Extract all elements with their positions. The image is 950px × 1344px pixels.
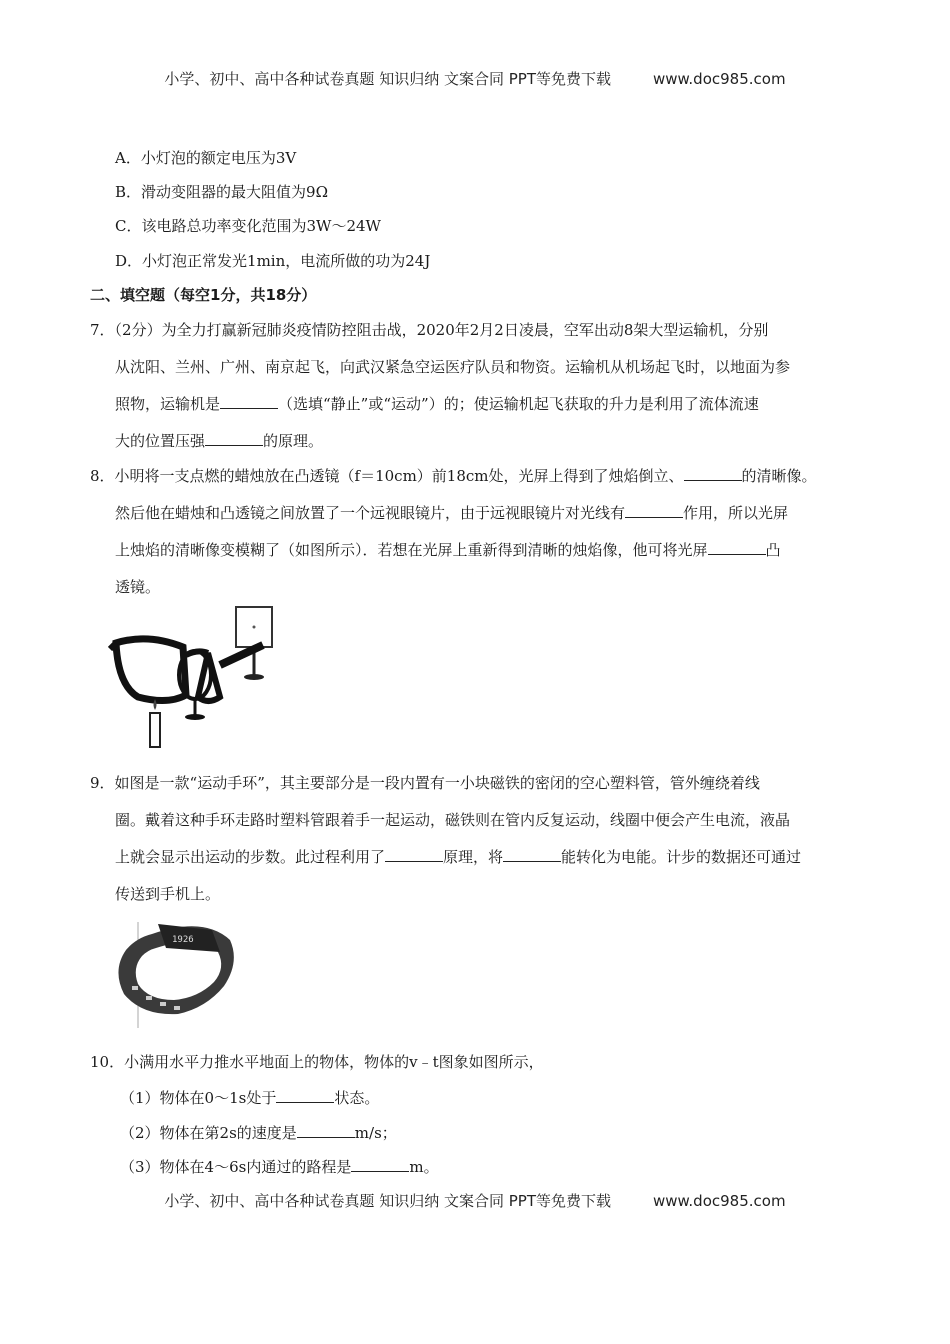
q8-blank-3 [708,540,766,555]
q8-line-2-b: 作用，所以光屏 [683,504,789,522]
q9-line-2: 圈。戴着这种手环走路时塑料管跟着手一起运动，磁铁则在管内反复运动，线圈中便会产生电流，液晶 [115,811,791,829]
q10-part-2-b: m/s； [354,1124,397,1142]
glasses-candle-figure [108,605,288,750]
q7-line-3-b: （选填“静止”或“运动”）的；使运输机起飞获取的升力是利用了流体流速 [278,395,759,413]
q10-blank-1 [276,1088,334,1103]
q8-line-2 [115,503,788,523]
q9-line-3-b: 原理，将 [443,848,504,866]
q7-line-4-b: 的原理。 [263,432,324,450]
q10-part-3-b: m。 [409,1158,439,1176]
glasses-icon [116,639,186,701]
q10-part-3-a: （3）物体在4～6s内通过的路程是 [120,1158,352,1176]
page-footer [0,1190,950,1211]
q9-line-4: 传送到手机上。 [115,885,221,903]
q7-blank-1 [220,394,278,409]
candle-icon [150,713,160,747]
q10-part-2-a: （2）物体在第2s的速度是 [120,1124,297,1142]
q8-line-1 [90,466,817,486]
q7-line-4-a: 大的位置压强 [115,432,206,450]
q9-blank-1 [385,847,443,862]
q7-blank-2 [205,431,263,446]
q10-part-2 [120,1123,397,1143]
page-header [0,68,950,89]
q7-line-3 [115,394,759,414]
q7-line-3-a: 照物，运输机是 [115,395,221,413]
q10-part-1-a: （1）物体在0～1s处于 [120,1089,277,1107]
q8-line-1-a: 8．小明将一支点燃的蜡烛放在凸透镜（f＝10cm）前18cm处，光屏上得到了烛焰倒立、 [90,467,684,485]
q8-blank-2 [625,503,683,518]
q8-line-1-b: 的清晰像。 [741,467,817,485]
q10-part-1 [120,1088,379,1108]
footer-url[interactable]: www.doc985.com [652,1192,786,1210]
q10-line-1: 10．小满用水平力推水平地面上的物体，物体的v﹣t图象如图所示， [90,1053,544,1071]
fitness-band-figure [112,912,242,1030]
q10-part-3 [120,1157,439,1177]
q8-line-2-a: 然后他在蜡烛和凸透镜之间放置了一个远视眼镜片，由于远视眼镜片对光线有 [115,504,626,522]
q10-blank-3 [351,1157,409,1172]
header-url[interactable]: www.doc985.com [652,70,786,88]
q7-line-1: 7．（2分）为全力打赢新冠肺炎疫情防控阻击战，2020年2月2日凌晨，空军出动8架大型运输机，分别 [90,321,769,339]
header-text: 小学、初中、高中各种试卷真题 知识归纳 文案合同 PPT等免费下载 [164,70,611,88]
q7-line-4 [115,431,323,451]
q7-line-2: 从沈阳、兰州、广州、南京起飞，向武汉紧急空运医疗队员和物资。运输机从机场起飞时，以地面为参 [115,358,791,376]
q8-line-3 [115,540,781,560]
section-2-heading: 二、填空题（每空1分，共18分） [90,286,317,304]
q8-line-3-a: 上烛焰的清晰像变模糊了（如图所示）．若想在光屏上重新得到清晰的烛焰像，他可将光屏 [115,541,708,559]
option-c: C．该电路总功率变化范围为3W～24W [115,217,381,235]
q9-line-1: 9．如图是一款“运动手环”，其主要部分是一段内置有一小块磁铁的密闭的空心塑料管，管外缠绕着线 [90,774,760,792]
footer-text: 小学、初中、高中各种试卷真题 知识归纳 文案合同 PPT等免费下载 [164,1192,611,1210]
q8-line-3-b: 凸 [765,541,781,559]
q8-blank-1 [684,466,742,481]
option-a: A．小灯泡的额定电压为3V [115,149,297,167]
option-b: B．滑动变阻器的最大阻值为9Ω [115,183,329,201]
q9-line-3-a: 上就会显示出运动的步数。此过程利用了 [115,848,386,866]
q9-line-3 [115,847,801,867]
q9-line-3-c: 能转化为电能。计步的数据还可通过 [561,848,802,866]
q10-part-1-b: 状态。 [334,1089,380,1107]
q9-blank-2 [503,847,561,862]
option-d: D．小灯泡正常发光1min，电流所做的功为24J [115,252,431,270]
q10-blank-2 [297,1123,355,1138]
band-display-text: 1926 [172,935,194,945]
q8-line-4: 透镜。 [115,578,161,596]
